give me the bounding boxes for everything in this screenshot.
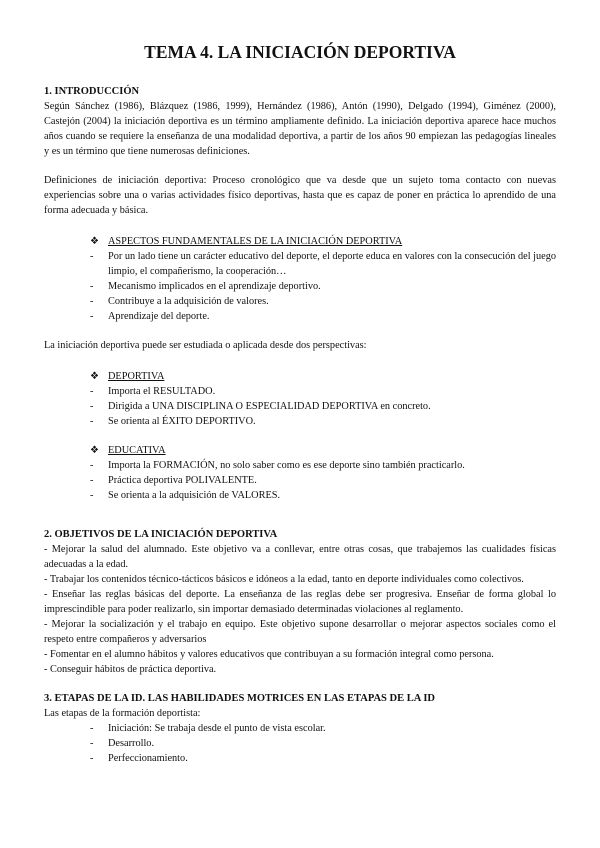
deportiva-heading xyxy=(90,369,556,384)
diamond-bullet-icon: ❖ xyxy=(90,371,99,382)
deportiva-title: DEPORTIVA xyxy=(108,371,165,382)
list-item: - Mecanismo implicados en el aprendizaje deportivo. xyxy=(90,281,321,292)
definition-paragraph: Definiciones de iniciación deportiva: Proceso cronológico que va desde que un sujeto toma contacto con nuevas experiencias sobre una o varias actividades físico deportivas, hasta que es capaz de poner en práctica lo aprendido de una forma adecuada y básica. xyxy=(44,175,556,216)
list-item: - Iniciación: Se trabaja desde el punto de vista escolar. xyxy=(90,723,326,734)
aspects-heading xyxy=(90,234,556,249)
educativa-title: EDUCATIVA xyxy=(108,445,166,456)
stages-list xyxy=(44,721,556,766)
aspects-title: ASPECTOS FUNDAMENTALES DE LA INICIACIÓN DEPORTIVA xyxy=(108,236,403,247)
educativa-heading xyxy=(90,443,556,458)
list-item: - Perfeccionamiento. xyxy=(90,753,188,764)
list-item: - Aprendizaje del deporte. xyxy=(90,311,210,322)
objective-item: - Conseguir hábitos de práctica deportiva. xyxy=(44,664,217,675)
objective-item: - Enseñar las reglas básicas del deporte. La enseñanza de las reglas debe ser progresiva. Enseñar de forma global lo imprescindible para poder realizarlo, sin importar demasiado determinadas violaciones al reglamento. xyxy=(44,589,556,615)
list-item: - Importa la FORMACIÓN, no solo saber como es ese deporte sino también practicarlo. xyxy=(90,460,465,471)
section-2-heading: 2. OBJETIVOS DE LA INICIACIÓN DEPORTIVA xyxy=(44,529,278,540)
list-item: - Por un lado tiene un carácter educativo del deporte, el deporte educa en valores con la consecución del juego limpio, el compañerismo, la cooperación… xyxy=(90,251,557,277)
educativa-list xyxy=(44,458,556,503)
page-title: TEMA 4. LA INICIACIÓN DEPORTIVA xyxy=(144,42,456,62)
objective-item: - Fomentar en el alumno hábitos y valores educativos que contribuyan a su formación integral como persona. xyxy=(44,649,494,660)
list-item: - Desarrollo. xyxy=(90,738,155,749)
list-item: - Contribuye a la adquisición de valores. xyxy=(90,296,269,307)
list-item: - Se orienta a la adquisición de VALORES. xyxy=(90,490,281,501)
list-item: - Dirigida a UNA DISCIPLINA O ESPECIALIDAD DEPORTIVA en concreto. xyxy=(90,401,431,412)
section-3-heading: 3. ETAPAS DE LA ID. LAS HABILIDADES MOTRICES EN LAS ETAPAS DE LA ID xyxy=(44,693,436,704)
perspectives-paragraph: La iniciación deportiva puede ser estudiada o aplicada desde dos perspectivas: xyxy=(44,340,367,351)
intro-paragraph: Según Sánchez (1986), Blázquez (1986, 1999), Hernández (1986), Antón (1990), Delgado (1994), Giménez (2000), Castejón (2004) la iniciación deportiva es un término ampliamente definido. La iniciación deportiva aparece hace muchos años cuando se requiere la enseñanza de una modalidad deportiva, a partir de los años 90 empiezan las pedagogías lineales y es un término que tiene numerosas definiciones. xyxy=(44,101,556,157)
stages-intro: Las etapas de la formación deportista: xyxy=(44,708,201,719)
section-1-heading: 1. INTRODUCCIÓN xyxy=(44,86,140,97)
deportiva-list xyxy=(44,384,556,429)
diamond-bullet-icon: ❖ xyxy=(90,236,99,247)
list-item: - Se orienta al ÉXITO DEPORTIVO. xyxy=(90,416,256,427)
list-item: - Importa el RESULTADO. xyxy=(90,386,216,397)
objectives-section xyxy=(44,527,556,677)
list-item: - Práctica deportiva POLIVALENTE. xyxy=(90,475,257,486)
objective-item: - Mejorar la socialización y el trabajo en equipo. Este objetivo supone desarrollar o mejorar aspectos sociales como el respeto entre compañeros y adversarios xyxy=(44,619,556,645)
objective-item: - Mejorar la salud del alumnado. Este objetivo va a conllevar, entre otras cosas, que trabajemos las cualidades físicas adecuadas a la edad. xyxy=(44,544,556,570)
diamond-bullet-icon: ❖ xyxy=(90,445,99,456)
aspects-list xyxy=(44,249,556,324)
objective-item: - Trabajar los contenidos técnico-tácticos básicos e idóneos a la edad, tanto en deporte individuales como colectivos. xyxy=(44,574,524,585)
